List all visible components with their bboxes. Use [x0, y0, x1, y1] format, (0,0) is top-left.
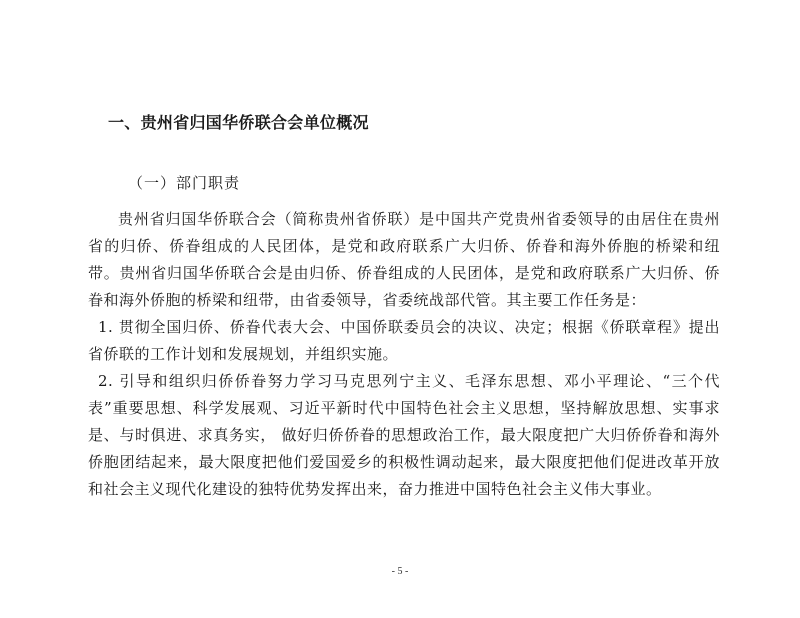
intro-paragraph: 贵州省归国华侨联合会（简称贵州省侨联）是中国共产党贵州省委领导的由居住在贵州省的归侨、侨眷组成的人民团体，是党和政府联系广大归侨、侨眷和海外侨胞的桥梁和纽带。贵州省归国华侨联合会是由归侨、侨眷组成的人民团体，是党和政府联系广大归侨、侨眷和海外侨胞的桥梁和纽带，由省委领导，省委统战部代管。其主要工作任务是：	[88, 210, 720, 309]
page-number: - 5 -	[391, 566, 409, 577]
body-text	[88, 206, 720, 503]
section-heading: 一、贵州省归国华侨联合会单位概况	[108, 113, 369, 132]
list-item-2: 2. 引导和组织归侨侨眷努力学习马克思列宁主义、毛泽东思想、邓小平理论、“三个代表”重要思想、科学发展观、习近平新时代中国特色社会主义思想，坚持解放思想、实事求是、与时俱进、求真务实， 做好归侨侨眷的思想政治工作，最大限度把广大归侨侨眷和海外侨胞团结起来，最大限度把他们爱国爱乡的积极性调动起来，最大限度把他们促进改革开放和社会主义现代化建设的独特优势发挥出来，奋力推进中国特色社会主义伟大事业。	[88, 372, 720, 498]
subsection-heading: （一）部门职责	[128, 174, 241, 192]
list-item-1: 1. 贯彻全国归侨、侨眷代表大会、中国侨联委员会的决议、决定；根据《侨联章程》提出省侨联的工作计划和发展规划，并组织实施。	[88, 318, 720, 363]
